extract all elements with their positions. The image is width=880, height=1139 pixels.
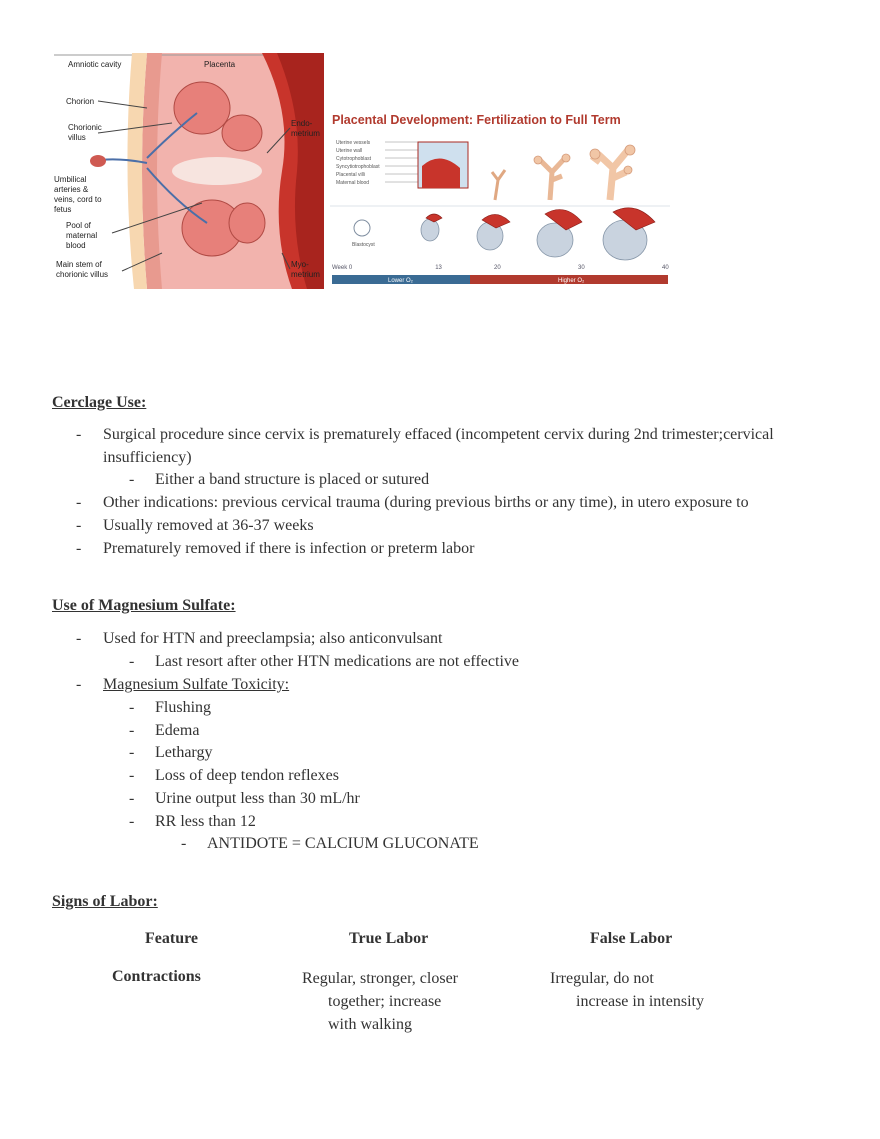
toxicity-item-lethargy: Lethargy: [155, 744, 213, 761]
svg-text:veins, cord to: veins, cord to: [54, 195, 102, 204]
bullet-dash: -: [76, 426, 82, 443]
cerclage-subitem-1: Either a band structure is placed or sutured: [155, 471, 430, 488]
bullet-dash: -: [129, 471, 135, 488]
cerclage-item-1-cont: insufficiency): [103, 449, 192, 466]
bullet-dash: -: [76, 676, 82, 693]
cerclage-item-4: Prematurely removed if there is infection or preterm labor: [103, 540, 475, 557]
bullet-dash: -: [129, 699, 135, 716]
labor-heading: Signs of Labor:: [52, 893, 158, 910]
magnesium-item-1: Used for HTN and preeclampsia; also anticonvulsant: [103, 630, 443, 647]
magnesium-subitem-1: Last resort after other HTN medications are not effective: [155, 653, 519, 670]
svg-text:blood: blood: [66, 241, 86, 250]
week-tick-label: 13: [435, 265, 442, 271]
svg-text:Endo-: Endo-: [291, 119, 313, 128]
svg-text:maternal: maternal: [66, 231, 98, 240]
table-cell-false-line-1: Irregular, do not: [550, 970, 654, 987]
svg-text:Chorionic: Chorionic: [68, 123, 102, 132]
toxicity-item-flushing: Flushing: [155, 699, 212, 716]
legend-item: Uterine vessels: [336, 140, 371, 146]
week-tick-label: Week 0: [332, 265, 353, 271]
table-cell-feature: Contractions: [112, 968, 201, 985]
svg-text:arteries &: arteries &: [54, 185, 89, 194]
placenta-cross-section-figure: [52, 53, 324, 289]
bullet-dash: -: [129, 767, 135, 784]
table-cell-false-line-2: increase in intensity: [576, 993, 704, 1010]
blastocyst-label: Blastocyst: [352, 242, 375, 248]
week-tick-label: 40: [662, 265, 669, 271]
legend-item: Syncytiotrophoblast: [336, 164, 380, 170]
bullet-dash: -: [129, 790, 135, 807]
bullet-dash: -: [129, 653, 135, 670]
bullet-dash: -: [181, 835, 187, 852]
bullet-dash: -: [129, 722, 135, 739]
legend-item: Uterine wall: [336, 148, 363, 154]
table-header-feature: Feature: [145, 930, 199, 947]
week-tick-label: 20: [494, 265, 501, 271]
toxicity-item-urine: Urine output less than 30 mL/hr: [155, 790, 360, 807]
cerclage-heading: Cerclage Use:: [52, 394, 147, 411]
week-tick-label: 30: [578, 265, 585, 271]
svg-text:Umbilical: Umbilical: [54, 175, 87, 184]
figure-title: Placental Development: Fertilization to Full Term: [332, 113, 621, 127]
table-header-true-labor: True Labor: [349, 930, 429, 947]
cerclage-item-1: Surgical procedure since cervix is prematurely effaced (incompetent cervix during 2nd trimester;cervical: [103, 426, 774, 443]
svg-text:metrium: metrium: [291, 129, 320, 138]
bullet-dash: -: [76, 494, 82, 511]
svg-text:Pool of: Pool of: [66, 221, 91, 230]
svg-text:fetus: fetus: [54, 205, 72, 214]
table-header-false-labor: False Labor: [590, 930, 673, 947]
magnesium-heading: Use of Magnesium Sulfate:: [52, 597, 236, 614]
label-amniotic-cavity: Amniotic cavity: [68, 60, 122, 69]
toxicity-item-edema: Edema: [155, 722, 200, 739]
label-placenta: Placenta: [204, 60, 236, 69]
bullet-dash: -: [129, 813, 135, 830]
higher-o2-label: Higher O₂: [558, 278, 585, 284]
svg-text:villus: villus: [68, 133, 86, 142]
toxicity-item-rr: RR less than 12: [155, 813, 256, 830]
svg-text:Main stem of: Main stem of: [56, 260, 102, 269]
legend-item: Placental villi: [336, 172, 365, 178]
bullet-dash: -: [129, 744, 135, 761]
cerclage-item-2: Other indications: previous cervical trauma (during previous births or any time), in utero exposure to: [103, 494, 749, 511]
legend-item: Maternal blood: [336, 180, 370, 186]
placental-development-figure: [330, 110, 670, 286]
svg-text:Myo-: Myo-: [291, 260, 309, 269]
toxicity-item-dtr: Loss of deep tendon reflexes: [155, 767, 339, 784]
legend-item: Cytotrophoblast: [336, 156, 372, 162]
bullet-dash: -: [76, 517, 82, 534]
cerclage-item-3: Usually removed at 36-37 weeks: [103, 517, 314, 534]
table-cell-true-line-2: together; increase: [328, 993, 442, 1010]
antidote-item: ANTIDOTE = CALCIUM GLUCONATE: [207, 835, 479, 852]
lower-o2-label: Lower O₂: [388, 278, 414, 284]
table-cell-true-line-1: Regular, stronger, closer: [302, 970, 458, 987]
table-cell-true-line-3: with walking: [328, 1016, 412, 1033]
toxicity-heading: Magnesium Sulfate Toxicity:: [103, 676, 290, 693]
bullet-dash: -: [76, 540, 82, 557]
bullet-dash: -: [76, 630, 82, 647]
svg-text:chorionic villus: chorionic villus: [56, 270, 109, 279]
svg-text:metrium: metrium: [291, 270, 320, 279]
svg-text:Chorion: Chorion: [66, 97, 95, 106]
